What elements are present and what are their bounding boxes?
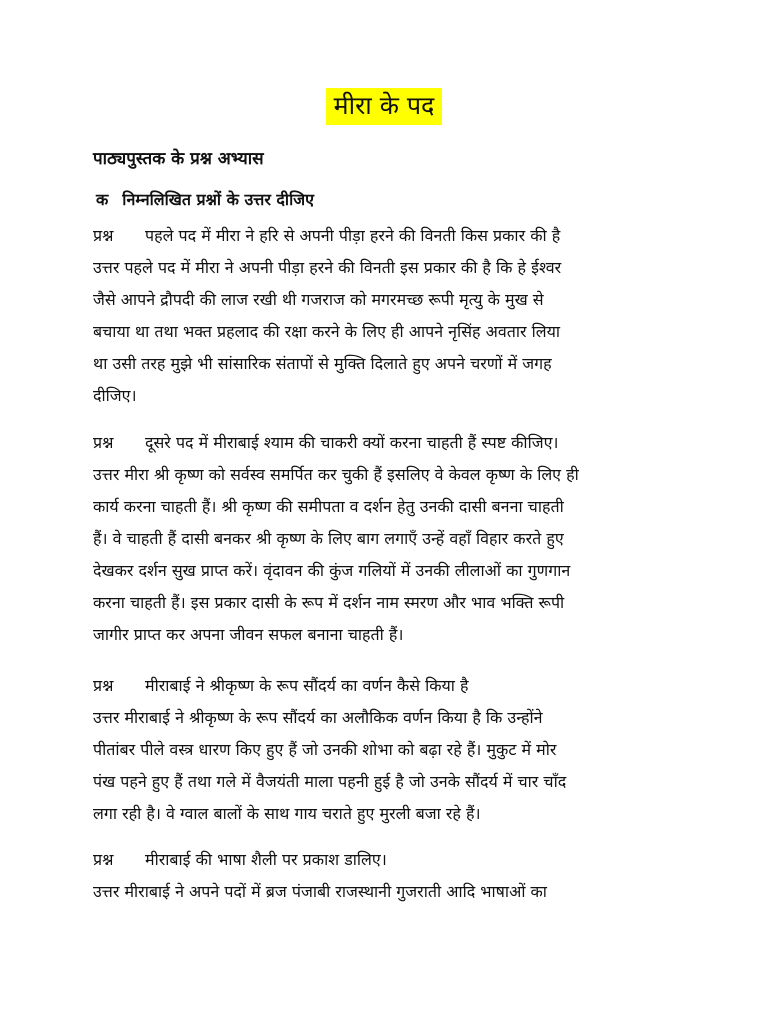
page-title: मीरा के पद [326,88,443,125]
answer-line: उत्तर मीराबाई ने अपने पदों में ब्रज पंजाबी राजस्थानी गुजराती आदि भाषाओं का [93,882,547,901]
question-label: प्रश्न [93,433,114,452]
qa-block-1 [93,220,673,412]
answer-line: करना चाहती हैं। इस प्रकार दासी के रूप में दर्शन नाम स्मरण और भाव भक्ति रूपी [93,593,565,612]
question-line [93,220,673,252]
question-text: दूसरे पद में मीराबाई श्याम की चाकरी क्यों करना चाहती हैं स्पष्ट कीजिए। [145,433,559,452]
answer-line: देखकर दर्शन सुख प्राप्त करें। वृंदावन की कुंज गलियों में उनकी लीलाओं का गुणगान [93,561,571,580]
title-container [0,88,768,125]
qa-block-3 [93,670,673,830]
question-line [93,670,673,702]
answer-line: दीजिए। [93,386,137,405]
answer-line: कार्य करना चाहती हैं। श्री कृष्ण की समीपता व दर्शन हेतु उनकी दासी बनना चाहती [93,497,564,516]
qa-block-4 [93,844,673,908]
question-label: प्रश्न [93,676,114,695]
answer-line: हैं। वे चाहती हैं दासी बनकर श्री कृष्ण के लिए बाग लगाएँ उन्हें वहाँ विहार करते हुए [93,529,564,548]
question-line [93,844,673,876]
question-label: प्रश्न [93,226,114,245]
answer-line: उत्तर मीराबाई ने श्रीकृष्ण के रूप सौंदर्य का अलौकिक वर्णन किया है कि उन्होंने [93,708,543,727]
answer-line: पीतांबर पीले वस्त्र धारण किए हुए हैं जो उनकी शोभा को बढ़ा रहे हैं। मुकुट में मोर [93,740,557,759]
question-text: मीराबाई ने श्रीकृष्ण के रूप सौंदर्य का वर्णन कैसे किया है [145,676,469,695]
answer-line: जागीर प्राप्त कर अपना जीवन सफल बनाना चाहती हैं। [93,625,404,644]
question-text: पहले पद में मीरा ने हरि से अपनी पीड़ा हरने की विनती किस प्रकार की है [145,226,561,245]
answer-line: पंख पहने हुए हैं तथा गले में वैजयंती माला पहनी हुई है जो उनके सौंदर्य में चार चाँद [93,772,567,791]
answer-line: जैसे आपने द्रौपदी की लाज रखी थी गजराज को मगरमच्छ रूपी मृत्यु के मुख से [93,290,544,309]
answer-line: उत्तर पहले पद में मीरा ने अपनी पीड़ा हरने की विनती इस प्रकार की है कि हे ईश्वर [93,258,562,277]
answer-line: लगा रही है। वे ग्वाल बालों के साथ गाय चराते हुए मुरली बजा रहे हैं। [93,804,481,823]
question-text: मीराबाई की भाषा शैली पर प्रकाश डालिए। [145,850,387,869]
question-line [93,427,673,459]
section-label: क [96,190,109,209]
answer-line: था उसी तरह मुझे भी सांसारिक संतापों से मुक्ति दिलाते हुए अपने चरणों में जगह [93,354,552,373]
section-text: निम्नलिखित प्रश्नों के उत्तर दीजिए [122,190,314,209]
question-label: प्रश्न [93,850,114,869]
section-heading [96,188,314,210]
subtitle: पाठ्यपुस्तक के प्रश्न अभ्यास [93,149,264,169]
answer-line: उत्तर मीरा श्री कृष्ण को सर्वस्व समर्पित कर चुकी हैं इसलिए वे केवल कृष्ण के लिए ही [93,465,579,484]
qa-block-2 [93,427,673,651]
answer-line: बचाया था तथा भक्त प्रहलाद की रक्षा करने के लिए ही आपने नृसिंह अवतार लिया [93,322,561,341]
